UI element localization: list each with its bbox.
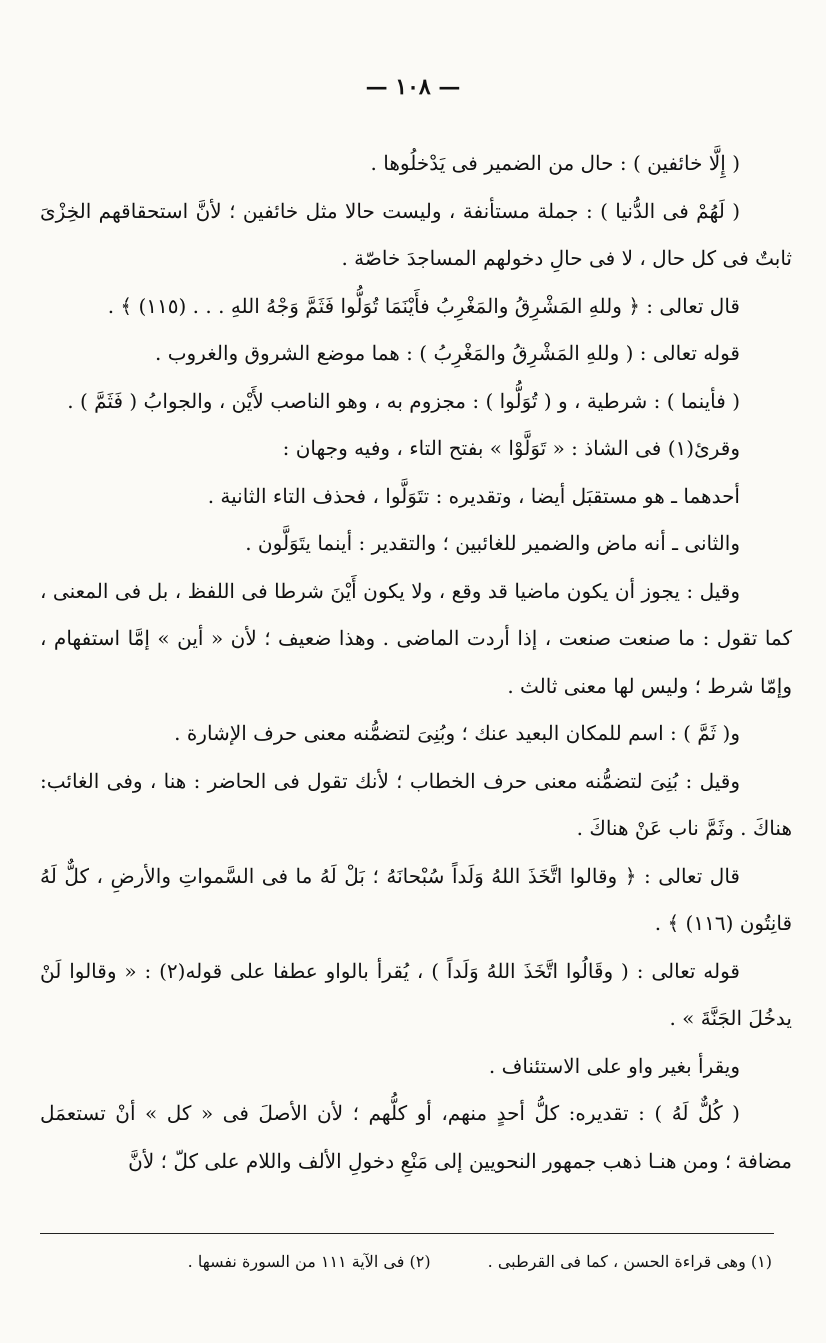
paragraph: وقرئ(١) فى الشاذ : « تَوَلَّوْا » بفتح التاء ، وفيه وجهان :	[282, 436, 740, 460]
page-number: — ١٠٨ —	[365, 74, 461, 100]
paragraph: ( كُلٌّ لَهُ ) : تقديره: كلُّ أحدٍ منهم، أو كلُّهم ؛ لأن الأصلَ فى « كل » أنْ تستعمَل مضافة ؛ ومن هنـا ذهب جمهور النحويين إلى مَنْعِ دخولِ الألف واللام على كلّ ؛ لأنَّ	[40, 1101, 792, 1173]
paragraph: والثانى ـ أنه ماض والضمير للغائبين ؛ والتقدير : أينما يتَوَلَّون .	[245, 531, 740, 555]
paragraph: ( إِلَّا خائفين ) : حال من الضمير فى يَدْخلُوها .	[370, 151, 740, 175]
paragraph: وقيل : يجوز أن يكون ماضيا قد وقع ، ولا يكون أَيْنَ شرطا فى اللفظ ، بل فى المعنى ، كما تقول : ما صنعت صنعت ، إذا أردت الماضى . وهذا ضعيف ؛ لأن « أين » إمَّا استفهام ، وإمّا شرط ؛ وليس لها معنى ثالث .	[40, 578, 792, 698]
paragraph: قوله تعالى : ( وقَالُوا اتَّخَذَ اللهُ وَلَداً ) ، يُقرأ بالواو عطفا على قوله(٢) : « وقالوا لَنْ يدخُلَ الجَنَّةَ » .	[40, 958, 792, 1030]
paragraph: ( لَهُمْ فى الدُّنيا ) : جملة مستأنفة ، وليست حالا مثل خائفين ؛ لأنَّ استحقاقهم الخِزْىَ ثابتٌ فى كل حال ، لا فى حالِ دخولهم المساجدَ خاصّة .	[40, 198, 792, 270]
verse-paragraph: قال تعالى : ﴿ وللهِ المَشْرِقُ والمَغْرِبُ فأَيْنَمَا تُوَلُّوا فَثَمَّ وَجْهُ اللهِ . . . (١١٥) ﴾ .	[107, 293, 740, 318]
footnote: (٢) فى الآية ١١١ من السورة نفسها .	[187, 1252, 431, 1271]
paragraph: و( ثَمَّ ) : اسم للمكان البعيد عنك ؛ وبُنِىَ لتضمُّنه معنى حرف الإشارة .	[174, 721, 740, 745]
paragraph: أحدهما ـ هو مستقبَل أيضا ، وتقديره : تتَوَلَّوا ، فحذف التاء الثانية .	[207, 483, 740, 508]
paragraph: ويقرأ بغير واو على الاستئناف .	[488, 1053, 740, 1078]
paragraph: وقيل : بُنِىَ لتضمُّنه معنى حرف الخطاب ؛ لأنك تقول فى الحاضر : هنا ، وفى الغائب: هناكَ . وثَمَّ ناب عَنْ هناكَ .	[40, 768, 792, 840]
verse-paragraph: قال تعالى : ﴿ وقالوا اتَّخَذَ اللهُ وَلَداً سُبْحانَهُ ؛ بَلْ لَهُ ما فى السَّمواتِ والأرضِ ، كلٌّ لَهُ قانِتُون (١١٦) ﴾ .	[40, 863, 792, 935]
paragraph: قوله تعالى : ( وللهِ المَشْرِقُ والمَغْرِبُ ) : هما موضع الشروق والغروب .	[154, 341, 740, 365]
footnotes	[40, 1248, 792, 1276]
main-text	[40, 140, 792, 1185]
footnote-divider	[40, 1233, 774, 1234]
paragraph: ( فأينما ) : شرطية ، و ( تُوَلُّوا ) : مجزوم به ، وهو الناصب لأَيْن ، والجوابُ ( فَثَمَّ ) .	[67, 388, 740, 413]
footnote: (١) وهى قراءة الحسن ، كما فى القرطبى .	[487, 1252, 772, 1271]
